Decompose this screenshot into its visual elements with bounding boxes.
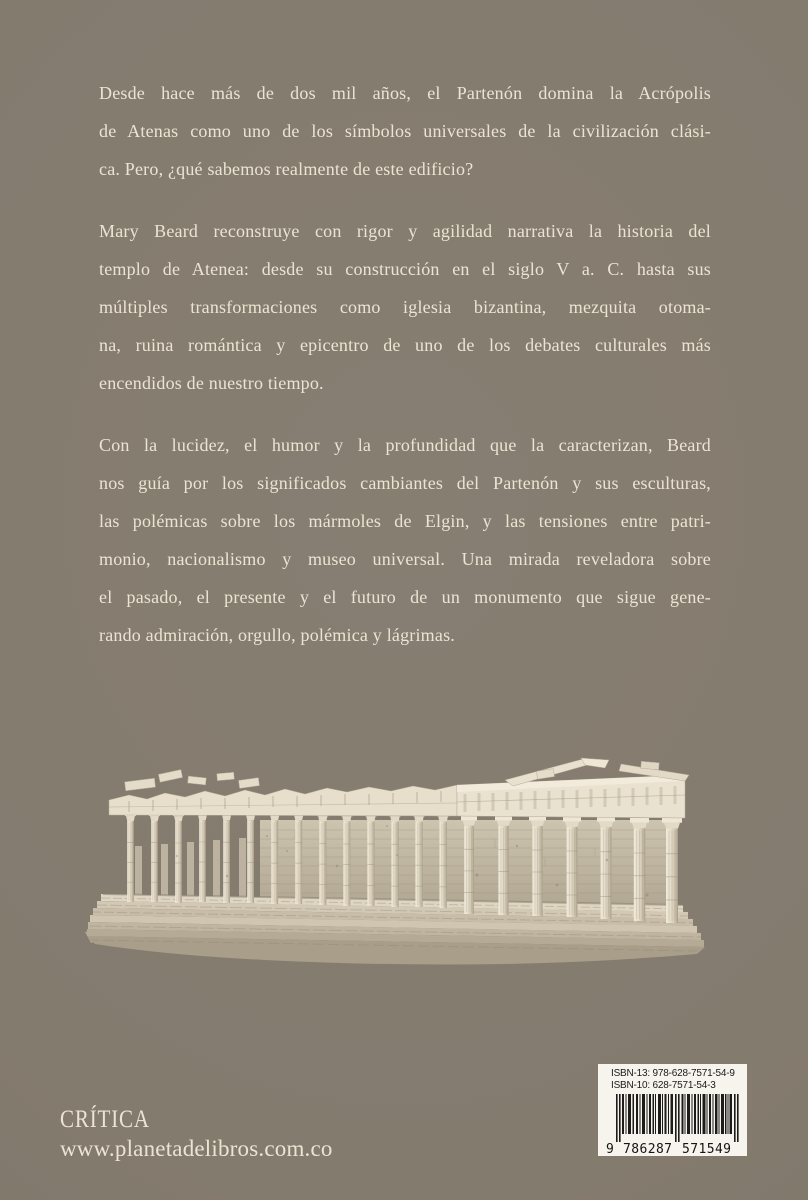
isbn13-text: ISBN-13: 978-628-7571-54-9 <box>611 1068 735 1079</box>
parthenon-image <box>85 753 715 975</box>
synopsis-line: el pasado, el presente y el futuro de un monumento que sigue gene- <box>99 587 711 607</box>
synopsis-line: monio, nacionalismo y museo universal. Una mirada reveladora sobre <box>99 549 711 569</box>
synopsis-line: las polémicas sobre los mármoles de Elgin, y las tensiones entre patri- <box>99 511 711 531</box>
publisher-logo: CRÍTICA <box>60 1106 150 1133</box>
publisher-block <box>60 1106 333 1162</box>
ean13-barcode <box>606 1094 739 1156</box>
synopsis-text <box>99 74 711 678</box>
synopsis-line: nos guía por los significados cambiantes del Partenón y sus esculturas, <box>99 473 711 493</box>
barcode-digits-left-group: 786287 <box>623 1142 672 1156</box>
synopsis-line: templo de Atenea: desde su construcción en el siglo V a. C. hasta sus <box>99 259 711 279</box>
synopsis-line: múltiples transformaciones como iglesia bizantina, mezquita otoma- <box>99 297 711 317</box>
barcode-digit-lead: 9 <box>606 1142 614 1156</box>
isbn10-text: ISBN-10: 628-7571-54-3 <box>611 1079 716 1091</box>
synopsis-paragraph-2 <box>99 212 711 402</box>
barcode-panel <box>598 1064 747 1156</box>
synopsis-line: ca. Pero, ¿qué sabemos realmente de este edificio? <box>99 159 474 179</box>
synopsis-paragraph-3 <box>99 426 711 654</box>
synopsis-line: de Atenas como uno de los símbolos universales de la civilización clási- <box>99 121 711 141</box>
synopsis-line: Con la lucidez, el humor y la profundidad que la caracterizan, Beard <box>99 435 711 455</box>
publisher-website: www.planetadelibros.com.co <box>60 1136 333 1161</box>
synopsis-line: na, ruina romántica y epicentro de uno de los debates culturales más <box>99 335 711 355</box>
synopsis-line: encendidos de nuestro tiempo. <box>99 373 324 393</box>
barcode-digits-right-group: 571549 <box>682 1142 731 1156</box>
synopsis-line: Desde hace más de dos mil años, el Partenón domina la Acrópolis <box>99 83 711 103</box>
synopsis-line: rando admiración, orgullo, polémica y lágrimas. <box>99 625 455 645</box>
synopsis-paragraph-1 <box>99 74 711 188</box>
synopsis-line: Mary Beard reconstruye con rigor y agilidad narrativa la historia del <box>99 221 711 241</box>
